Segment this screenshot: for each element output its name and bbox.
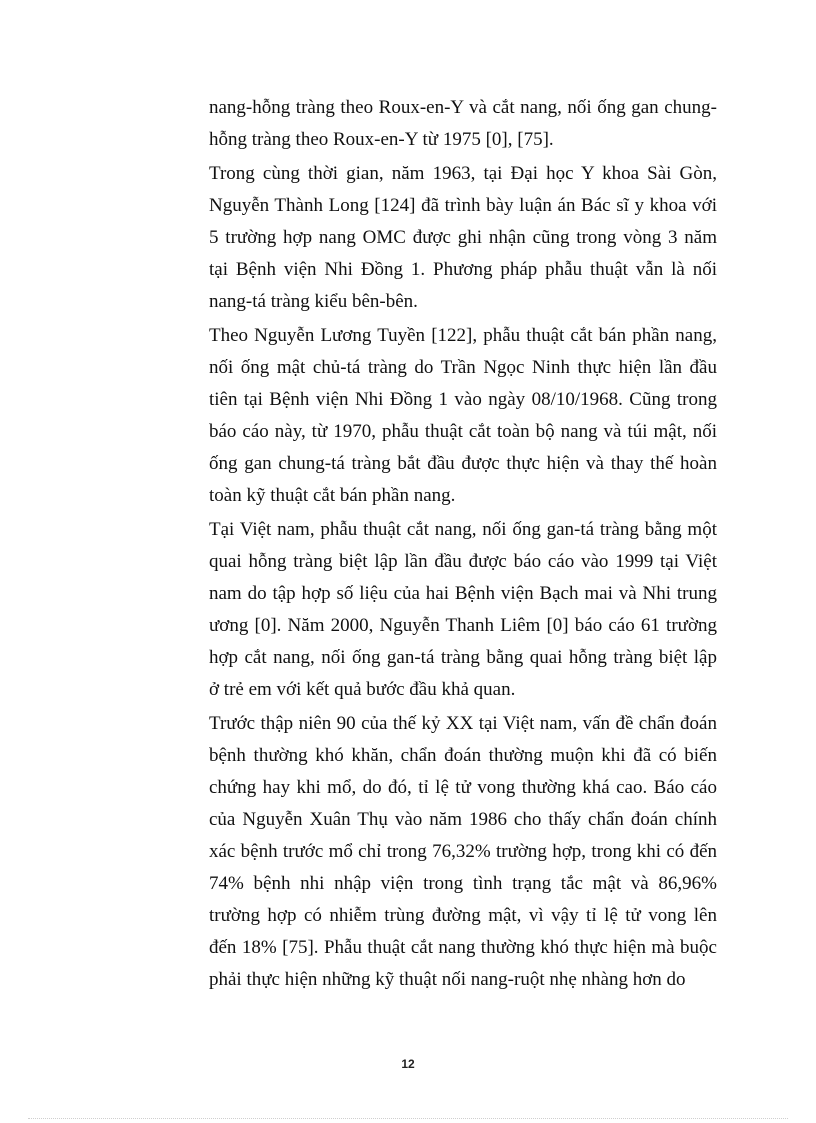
text-line: hỗng tràng theo Roux-en-Y từ 1975 [0], [75]. — [209, 129, 554, 150]
text-line: nối ống mật chủ-tá tràng do Trần Ngọc Ninh thực hiện lần đầu — [209, 357, 717, 378]
text-line: nang-tá tràng kiểu bên-bên. — [209, 291, 418, 312]
text-line: quai hỗng tràng biệt lập lần đầu được báo cáo vào 1999 tại Việt — [209, 551, 717, 572]
text-line: hợp cắt nang, nối ống gan-tá tràng bằng quai hỗng tràng biệt lập — [209, 647, 717, 668]
text-line: Trong cùng thời gian, năm 1963, tại Đại học Y khoa Sài Gòn, — [209, 163, 717, 184]
text-line: Trước thập niên 90 của thế kỷ XX tại Việt nam, vấn đề chẩn đoán — [209, 713, 717, 734]
text-line: tiên tại Bệnh viện Nhi Đồng 1 vào ngày 08/10/1968. Cũng trong — [209, 389, 717, 410]
text-line: của Nguyễn Xuân Thụ vào năm 1986 cho thấy chẩn đoán chính — [209, 809, 717, 830]
paragraph — [209, 92, 717, 156]
text-line: toàn kỹ thuật cắt bán phần nang. — [209, 485, 456, 506]
paragraph — [209, 320, 717, 512]
text-line: chứng hay khi mổ, do đó, tỉ lệ tử vong thường khá cao. Báo cáo — [209, 777, 717, 798]
text-line: Nguyễn Thành Long [124] đã trình bày luận án Bác sĩ y khoa với — [209, 195, 717, 216]
text-line: ở trẻ em với kết quả bước đầu khả quan. — [209, 679, 516, 700]
text-line: nam do tập hợp số liệu của hai Bệnh viện Bạch mai và Nhi trung — [209, 583, 717, 604]
paragraph — [209, 708, 717, 996]
text-line: phải thực hiện những kỹ thuật nối nang-ruột nhẹ nhàng hơn do — [209, 969, 686, 990]
page-bottom-divider — [28, 1118, 788, 1119]
text-line: trường hợp có nhiễm trùng đường mật, vì vậy tỉ lệ tử vong lên — [209, 905, 717, 926]
text-line: Tại Việt nam, phẫu thuật cắt nang, nối ống gan-tá tràng bằng một — [209, 519, 717, 540]
page-number: 12 — [401, 1057, 415, 1071]
text-line: nang-hỗng tràng theo Roux-en-Y và cắt nang, nối ống gan chung- — [209, 97, 717, 118]
text-line: ương [0]. Năm 2000, Nguyễn Thanh Liêm [0] báo cáo 61 trường — [209, 615, 717, 636]
text-line: ống gan chung-tá tràng bắt đầu được thực hiện và thay thế hoàn — [209, 453, 717, 474]
paragraph — [209, 514, 717, 706]
paragraph — [209, 158, 717, 318]
text-line: 74% bệnh nhi nhập viện trong tình trạng tắc mật và 86,96% — [209, 873, 717, 894]
text-line: bệnh thường khó khăn, chẩn đoán thường muộn khi đã có biến — [209, 745, 717, 766]
text-line: đến 18% [75]. Phẫu thuật cắt nang thường khó thực hiện mà buộc — [209, 937, 717, 958]
text-line: 5 trường hợp nang OMC được ghi nhận cũng trong vòng 3 năm — [209, 227, 717, 248]
text-line: báo cáo này, từ 1970, phẫu thuật cắt toàn bộ nang và túi mật, nối — [209, 421, 717, 442]
text-line: tại Bệnh viện Nhi Đồng 1. Phương pháp phẫu thuật vẫn là nối — [209, 259, 717, 280]
body-text — [209, 92, 717, 996]
text-line: Theo Nguyễn Lương Tuyền [122], phẫu thuật cắt bán phần nang, — [209, 325, 717, 346]
text-line: xác bệnh trước mổ chỉ trong 76,32% trường hợp, trong khi có đến — [209, 841, 717, 862]
